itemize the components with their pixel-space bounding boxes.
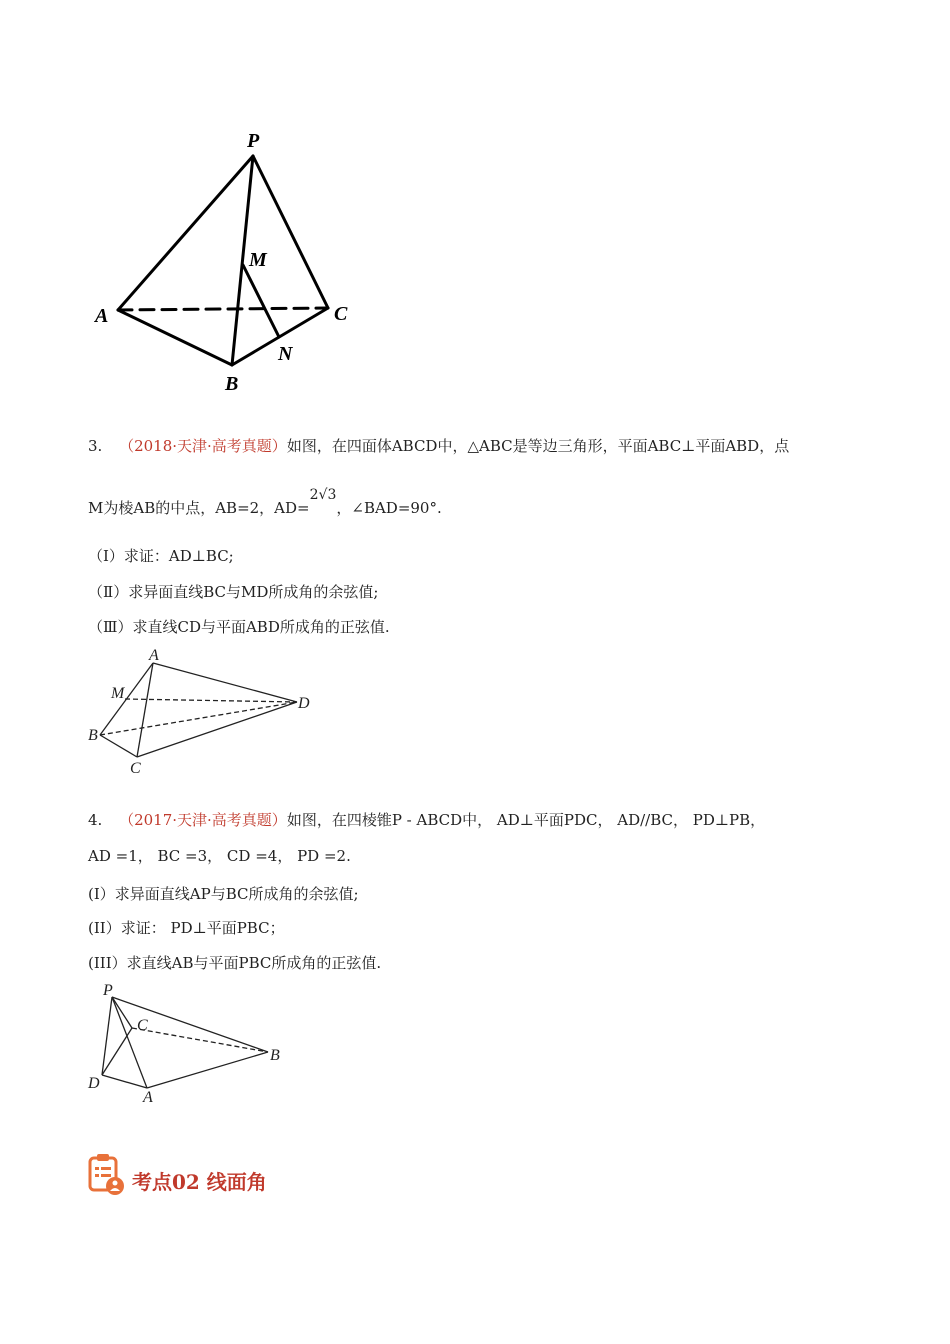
q4-line1 (88, 810, 765, 830)
q4-part-2: (II）求证： PD⊥平面PBC； (88, 919, 285, 937)
q3-line2 (88, 487, 442, 519)
label-m: M (249, 249, 267, 271)
q4-part-1: (I）求异面直线AP与BC所成角的余弦值; (88, 885, 359, 903)
label-a: A (95, 305, 109, 327)
q3-fig-label-a: A (149, 647, 159, 664)
q4-part-3: (III）求直线AB与平面PBC所成角的正弦值. (88, 954, 382, 972)
q4-source: （2017·天津·高考真题） (119, 811, 287, 829)
figure-tetrahedron-abcd (85, 645, 325, 780)
q4-fig-label-d: D (88, 1075, 100, 1092)
q4-fig-label-p: P (103, 982, 113, 999)
label-p: P (247, 130, 260, 152)
q3-number: 3. (88, 437, 103, 455)
q3-text-line2-post: ，∠BAD=90°. (336, 499, 442, 517)
q3-source: （2018·天津·高考真题） (119, 437, 287, 455)
q3-text-line2-pre: M为棱AB的中点，AB=2，AD= (88, 499, 310, 517)
q3-fig-label-d: D (298, 695, 310, 712)
q4-text-line1: 如图，在四棱锥P - ABCD中， AD⊥平面PDC， AD//BC， PD⊥PB， (286, 811, 766, 829)
figure-pyramid-pabcd (85, 980, 295, 1105)
section-title: 考点02 线面角 (132, 1170, 267, 1194)
q4-line2: AD =1， BC =3， CD =4， PD =2. (88, 847, 351, 865)
label-c: C (334, 303, 348, 325)
q4-fig-label-a: A (143, 1089, 153, 1105)
clipboard-icon (86, 1152, 126, 1196)
label-b: B (225, 373, 239, 395)
q4-fig-label-c: C (137, 1017, 148, 1034)
q3-fig-label-m: M (111, 685, 125, 702)
label-n: N (278, 343, 293, 365)
q3-part-1: （Ⅰ）求证：AD⊥BC; (88, 547, 234, 565)
q3-fig-label-b: B (88, 727, 98, 744)
q3-text-line1: 如图，在四面体ABCD中，△ABC是等边三角形，平面ABC⊥平面ABD，点 (286, 437, 790, 455)
q4-fig-label-b: B (270, 1047, 280, 1064)
q3-fig-label-c: C (130, 760, 141, 777)
figure-tetrahedron-pabc (85, 120, 365, 400)
q3-part-3: （Ⅲ）求直线CD与平面ABD所成角的正弦值. (88, 618, 390, 636)
q3-ad-value: 2√3 (309, 487, 337, 503)
q3-line1 (88, 436, 789, 456)
q3-part-2: （Ⅱ）求异面直线BC与MD所成角的余弦值; (88, 583, 379, 601)
q4-number: 4. (88, 811, 103, 829)
